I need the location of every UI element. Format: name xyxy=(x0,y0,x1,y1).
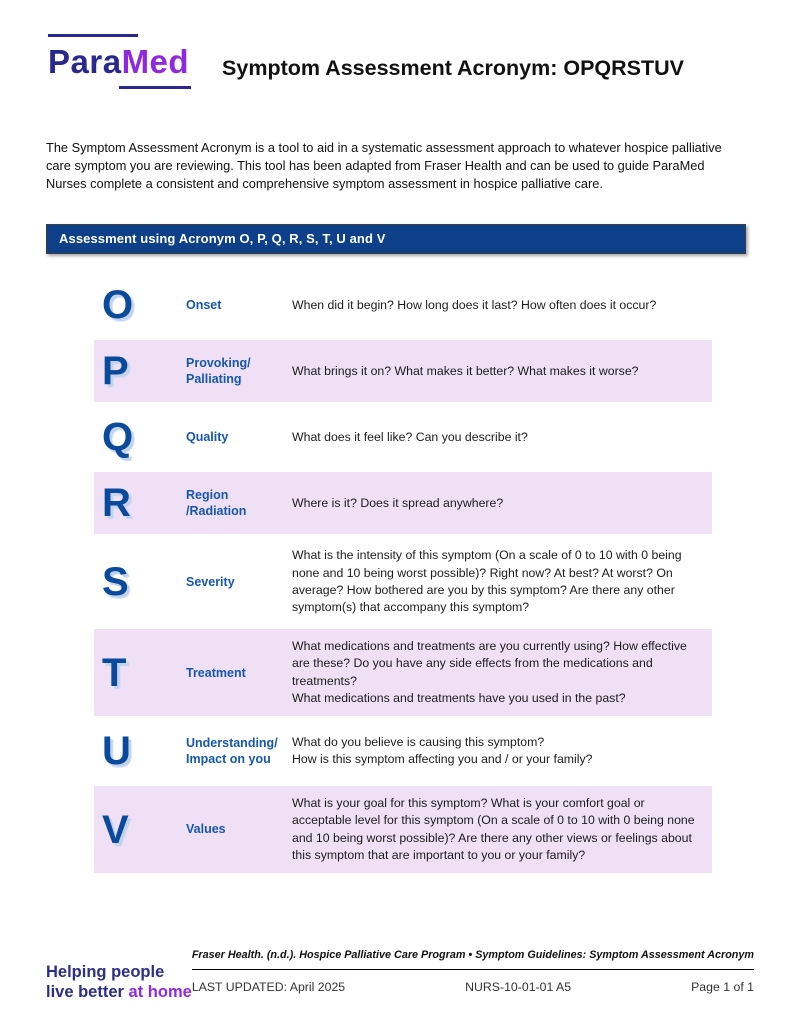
row-letter: V xyxy=(102,807,129,852)
section-header-bar xyxy=(46,224,746,254)
footer-citation: Fraser Health. (n.d.). Hospice Palliative Care Program • Symptom Guidelines: Symptom Assessment Acronym xyxy=(192,949,754,970)
acronym-table xyxy=(94,274,712,872)
row-letter: P xyxy=(102,349,129,394)
acronym-row xyxy=(94,720,712,782)
section-header-title: Assessment using Acronym O, P, Q, R, S, T, U and V xyxy=(59,231,386,247)
acronym-row xyxy=(94,629,712,716)
row-question: When did it begin? How long does it last? How often does it occur? xyxy=(292,297,657,312)
row-question: What is your goal for this symptom? What is your comfort goal or acceptable level for this symptom (On a scale of 0 to 10 with 0 being none and 10 being worst possible)? Are there any other views or feelings about this symptom that are important to you or your family? xyxy=(292,796,695,862)
row-label: Quality xyxy=(186,430,229,445)
footer-info xyxy=(192,949,754,994)
acronym-row xyxy=(94,786,712,873)
row-question: What is the intensity of this symptom (On a scale of 0 to 10 with 0 being none and 10 being worst possible)? Right now? At best? At worst? On average? How bothered are you by this symptom? Are there any other symptom(s) that accompany this symptom? xyxy=(292,548,682,615)
last-updated: LAST UPDATED: April 2025 xyxy=(191,980,346,995)
row-question: What does it feel like? Can you describe it? xyxy=(292,429,528,444)
tagline-at-home: at home xyxy=(128,982,192,1001)
logo-text-med: Med xyxy=(121,43,190,80)
page-number: Page 1 of 1 xyxy=(691,980,754,995)
row-label: Understanding/ Impact on you xyxy=(186,735,278,767)
row-question: What medications and treatments are you currently using? How effective are these? Do you have any side effects from the medications and treatments? What medications and treatments have you used in the past? xyxy=(292,639,687,705)
row-label: Treatment xyxy=(186,665,246,680)
page-footer xyxy=(46,949,754,1002)
acronym-row xyxy=(94,406,712,468)
acronym-row xyxy=(94,538,712,625)
row-letter: R xyxy=(102,481,131,526)
row-label: Provoking/ Palliating xyxy=(186,356,251,387)
row-letter: U xyxy=(102,729,131,774)
tagline-line2 xyxy=(46,983,192,1002)
page-header xyxy=(46,34,745,89)
row-label: Onset xyxy=(186,298,222,313)
row-letter: T xyxy=(102,650,127,695)
brand-tagline xyxy=(46,963,192,1002)
row-label: Region /Radiation xyxy=(186,488,247,519)
paramed-logo xyxy=(46,34,191,89)
row-label: Severity xyxy=(186,574,235,589)
row-letter: Q xyxy=(102,415,134,460)
footer-meta-row xyxy=(192,970,754,994)
acronym-row xyxy=(94,340,712,402)
logo-text-para: Para xyxy=(48,43,122,80)
tagline-live-better: live better xyxy=(46,982,124,1001)
title-container xyxy=(191,34,745,81)
row-letter: S xyxy=(102,559,129,604)
row-question: What brings it on? What makes it better? What makes it worse? xyxy=(292,363,639,378)
row-question: What do you believe is causing this symptom? How is this symptom affecting you and / or your family? xyxy=(292,734,593,767)
row-label: Values xyxy=(186,822,226,837)
page-title: Symptom Assessment Acronym: OPQRSTUV xyxy=(222,56,685,80)
acronym-row xyxy=(94,472,712,534)
acronym-row xyxy=(94,274,712,336)
tagline-line1: Helping people xyxy=(46,963,165,982)
row-question: Where is it? Does it spread anywhere? xyxy=(292,495,504,510)
document-id: NURS-10-01-01 A5 xyxy=(465,980,572,995)
row-letter: O xyxy=(102,283,134,328)
intro-paragraph: The Symptom Assessment Acronym is a tool to aid in a systematic assessment approach to whatever hospice palliative care symptom you are reviewing. This tool has been adapted from Fraser Health and can be used to guide ParaMed Nurses complete a consistent and comprehensive symptom assessment in hospice palliative care. xyxy=(46,140,722,192)
